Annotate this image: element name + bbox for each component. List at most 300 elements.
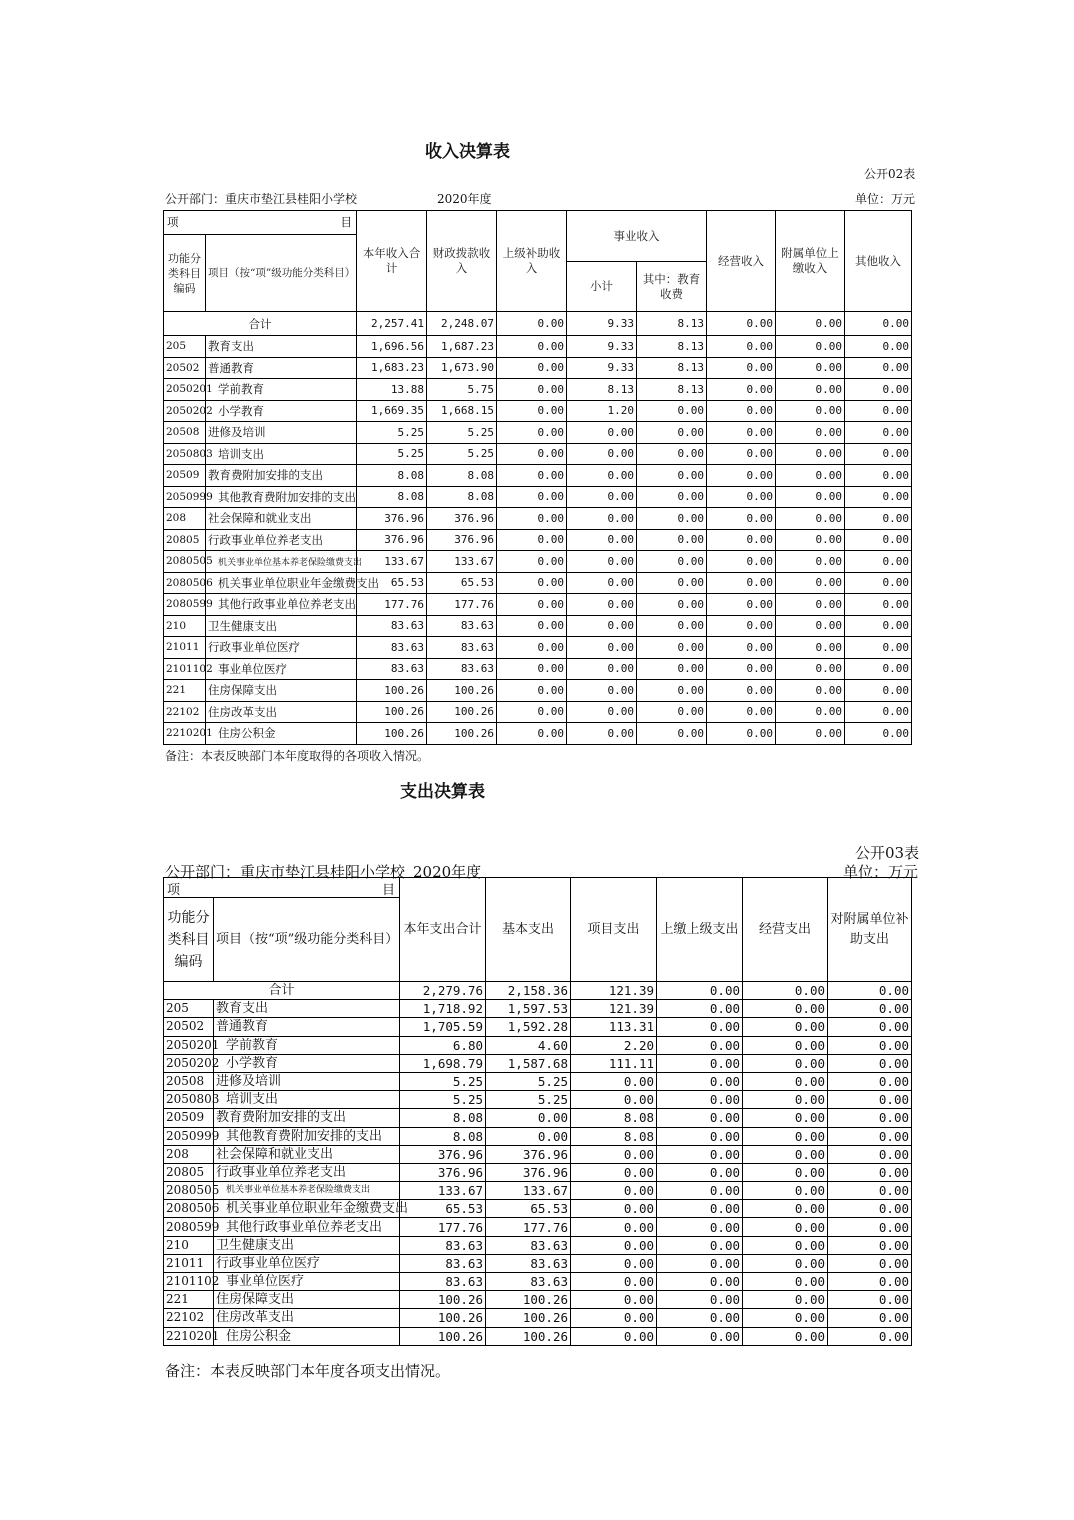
expense-row-value: 0.00: [657, 1309, 743, 1327]
expense-row-value: 0.00: [743, 1163, 828, 1181]
expense-row-value: 376.96: [486, 1163, 571, 1181]
income-row-value: 0.00: [845, 551, 912, 573]
expense-row-name: 普通教育: [214, 1018, 400, 1036]
expense-row-value: 177.76: [400, 1218, 486, 1236]
expense-row-value: 0.00: [828, 1163, 912, 1181]
expense-row-value: 0.00: [657, 1182, 743, 1200]
income-row-value: 0.00: [497, 336, 567, 358]
income-row-value: 1,696.56: [357, 336, 427, 358]
income-row-value: 65.53: [357, 572, 427, 594]
income-total-cell: 2,248.07: [427, 312, 497, 336]
expense-table-row: [164, 1145, 912, 1163]
income-row-value: 0.00: [776, 400, 845, 422]
expense-row-value: 1,587.68: [486, 1054, 571, 1072]
income-note: 备注：本表反映部门本年度取得的各项收入情况。: [165, 749, 430, 763]
income-row-code: 22102: [164, 701, 206, 723]
income-row-value: 0.00: [707, 658, 776, 680]
income-row-value: 0.00: [707, 357, 776, 379]
expense-table-row: [164, 1163, 912, 1181]
income-row-value: 5.25: [357, 443, 427, 465]
expense-dept: 公开部门：重庆市垫江县桂阳小学校: [165, 863, 406, 881]
income-row-code: 205: [164, 336, 206, 358]
income-row-name: 教育支出: [206, 336, 357, 358]
expense-row-value: 0.00: [657, 1072, 743, 1090]
expense-row-value: 113.31: [571, 1018, 657, 1036]
income-row-value: 0.00: [845, 465, 912, 487]
income-row-value: 376.96: [427, 508, 497, 530]
expense-row-value: 83.63: [400, 1236, 486, 1254]
expense-table-row: [164, 1182, 912, 1200]
income-table-row: [164, 615, 912, 637]
income-row-value: 0.00: [567, 680, 637, 702]
income-row-value: 0.00: [567, 465, 637, 487]
income-row-value: 177.76: [427, 594, 497, 616]
expense-table-row: [164, 1327, 912, 1345]
expense-row-name: 学前教育: [214, 1036, 400, 1054]
income-row-value: 0.00: [637, 615, 707, 637]
income-row-value: 0.00: [497, 379, 567, 401]
expense-header-basic: 基本支出: [486, 878, 571, 982]
income-row-name: 机关事业单位基本养老保险缴费支出: [206, 551, 357, 573]
expense-row-value: 0.00: [828, 1291, 912, 1309]
expense-row-code: 2050999: [164, 1127, 214, 1145]
income-row-value: 83.63: [357, 658, 427, 680]
income-row-value: 0.00: [845, 572, 912, 594]
expense-total-cell: 0.00: [657, 982, 743, 1000]
income-total-cell: 2,257.41: [357, 312, 427, 336]
expense-row-value: 0.00: [486, 1127, 571, 1145]
income-table-row: [164, 486, 912, 508]
expense-row-value: 0.00: [657, 1109, 743, 1127]
income-row-value: 0.00: [497, 723, 567, 745]
income-row-value: 0.00: [637, 422, 707, 444]
income-row-value: 0.00: [497, 572, 567, 594]
expense-header-remit: 上缴上级支出: [657, 878, 743, 982]
income-row-value: 0.00: [776, 594, 845, 616]
income-row-value: 0.00: [497, 465, 567, 487]
expense-table-row: [164, 1018, 912, 1036]
income-row-value: 1.20: [567, 400, 637, 422]
income-row-value: 0.00: [637, 443, 707, 465]
expense-row-name: 小学教育: [214, 1054, 400, 1072]
income-row-code: 2080599: [164, 594, 206, 616]
expense-table-row: [164, 1254, 912, 1272]
income-row-value: 0.00: [637, 658, 707, 680]
income-row-value: 0.00: [567, 551, 637, 573]
income-row-value: 0.00: [707, 379, 776, 401]
income-table-row: [164, 400, 912, 422]
expense-row-code: 2050201: [164, 1036, 214, 1054]
expense-row-value: 0.00: [657, 1127, 743, 1145]
expense-row-value: 0.00: [743, 1273, 828, 1291]
income-total-cell: 0.00: [497, 312, 567, 336]
expense-row-value: 1,592.28: [486, 1018, 571, 1036]
expense-row-value: 0.00: [571, 1309, 657, 1327]
expense-unit: 单位：万元: [843, 863, 919, 881]
income-row-value: 0.00: [567, 701, 637, 723]
income-row-value: 0.00: [845, 680, 912, 702]
income-row-value: 0.00: [707, 615, 776, 637]
income-row-value: 0.00: [776, 336, 845, 358]
expense-note: 备注：本表反映部门本年度各项支出情况。: [165, 1362, 451, 1380]
expense-row-value: 65.53: [486, 1200, 571, 1218]
income-row-code: 210: [164, 615, 206, 637]
expense-row-value: 83.63: [400, 1254, 486, 1272]
income-row-value: 0.00: [567, 658, 637, 680]
expense-row-value: 0.00: [743, 1072, 828, 1090]
income-form-no: 公开02表: [864, 167, 916, 181]
income-total-cell: 0.00: [776, 312, 845, 336]
expense-row-code: 20502: [164, 1018, 214, 1036]
expense-total-label: 合计: [164, 982, 400, 1000]
income-row-value: 0.00: [845, 443, 912, 465]
income-row-value: 0.00: [497, 680, 567, 702]
income-row-value: 0.00: [707, 529, 776, 551]
income-row-value: 0.00: [497, 443, 567, 465]
expense-total-cell: 0.00: [828, 982, 912, 1000]
income-header-mu: 目: [340, 215, 352, 229]
income-row-value: 0.00: [707, 701, 776, 723]
expense-row-name: 住房公积金: [214, 1327, 400, 1345]
income-row-value: 5.25: [427, 422, 497, 444]
income-row-value: 13.88: [357, 379, 427, 401]
income-row-value: 0.00: [845, 379, 912, 401]
income-row-value: 0.00: [845, 486, 912, 508]
income-row-code: 20509: [164, 465, 206, 487]
income-row-value: 0.00: [637, 486, 707, 508]
expense-row-value: 0.00: [743, 1000, 828, 1018]
expense-row-value: 0.00: [828, 1218, 912, 1236]
expense-row-value: 0.00: [657, 1145, 743, 1163]
income-row-value: 133.67: [357, 551, 427, 573]
expense-row-value: 100.26: [400, 1327, 486, 1345]
income-table-row: [164, 572, 912, 594]
expense-row-value: 0.00: [571, 1254, 657, 1272]
income-row-value: 9.33: [567, 336, 637, 358]
expense-row-value: 376.96: [486, 1145, 571, 1163]
expense-total-cell: 121.39: [571, 982, 657, 1000]
expense-row-value: 0.00: [657, 1236, 743, 1254]
expense-header-item: [164, 878, 400, 898]
income-row-value: 1,668.15: [427, 400, 497, 422]
expense-row-code: 208: [164, 1145, 214, 1163]
income-row-code: 20508: [164, 422, 206, 444]
income-row-value: 376.96: [357, 508, 427, 530]
expense-row-value: 8.08: [400, 1127, 486, 1145]
income-row-value: 0.00: [497, 658, 567, 680]
expense-row-value: 177.76: [486, 1218, 571, 1236]
expense-title: 支出决算表: [400, 782, 485, 802]
expense-row-value: 5.25: [400, 1072, 486, 1090]
income-row-name: 卫生健康支出: [206, 615, 357, 637]
expense-row-value: 376.96: [400, 1145, 486, 1163]
expense-header-subsidy: 对附属单位补助支出: [828, 878, 912, 982]
income-total-label: 合计: [164, 312, 357, 336]
expense-row-value: 5.25: [400, 1091, 486, 1109]
expense-row-name: 机关事业单位职业年金缴费支出: [214, 1200, 400, 1218]
income-row-value: 0.00: [567, 637, 637, 659]
expense-row-code: 2050202: [164, 1054, 214, 1072]
income-header-code: 功能分类科目编码: [164, 235, 206, 312]
expense-row-value: 100.26: [400, 1309, 486, 1327]
income-row-value: 0.00: [707, 551, 776, 573]
expense-row-value: 0.00: [743, 1018, 828, 1036]
income-table-row: [164, 594, 912, 616]
income-row-value: 0.00: [776, 422, 845, 444]
income-row-value: 0.00: [637, 400, 707, 422]
income-table-body: [164, 336, 912, 745]
income-row-value: 8.08: [357, 486, 427, 508]
income-row-value: 9.33: [567, 357, 637, 379]
expense-row-value: 111.11: [571, 1054, 657, 1072]
expense-row-code: 22102: [164, 1309, 214, 1327]
income-row-value: 0.00: [497, 637, 567, 659]
income-row-value: 0.00: [707, 400, 776, 422]
income-row-value: 0.00: [497, 508, 567, 530]
income-row-name: 行政事业单位养老支出: [206, 529, 357, 551]
income-row-value: 0.00: [845, 637, 912, 659]
income-row-value: 0.00: [567, 508, 637, 530]
income-row-value: 1,673.90: [427, 357, 497, 379]
income-row-value: 376.96: [357, 529, 427, 551]
income-row-code: 20502: [164, 357, 206, 379]
expense-header-name: 项目（按“项”级功能分类科目）: [214, 898, 400, 982]
income-row-code: 2101102: [164, 658, 206, 680]
income-row-value: 0.00: [497, 594, 567, 616]
expense-table-body: [164, 1000, 912, 1346]
expense-row-value: 0.00: [743, 1254, 828, 1272]
income-row-code: 20805: [164, 529, 206, 551]
expense-row-name: 事业单位医疗: [214, 1273, 400, 1291]
income-table-row: [164, 357, 912, 379]
expense-row-value: 0.00: [657, 1327, 743, 1345]
income-header-affiliate: 附属单位上缴收入: [776, 211, 845, 312]
income-row-value: 8.13: [637, 357, 707, 379]
income-row-value: 0.00: [776, 572, 845, 594]
income-row-value: 100.26: [427, 701, 497, 723]
income-row-value: 1,669.35: [357, 400, 427, 422]
income-row-value: 0.00: [497, 422, 567, 444]
income-row-code: 2050202: [164, 400, 206, 422]
expense-row-value: 0.00: [657, 1254, 743, 1272]
income-row-value: 133.67: [427, 551, 497, 573]
expense-row-value: 0.00: [828, 1145, 912, 1163]
expense-row-value: 0.00: [743, 1200, 828, 1218]
expense-row-value: 1,597.53: [486, 1000, 571, 1018]
income-row-value: 100.26: [357, 680, 427, 702]
income-row-value: 0.00: [707, 723, 776, 745]
expense-header-code: 功能分类科目编码: [164, 898, 214, 982]
expense-header-operating: 经营支出: [743, 878, 828, 982]
income-row-name: 住房保障支出: [206, 680, 357, 702]
expense-row-value: 0.00: [828, 1236, 912, 1254]
expense-row-value: 0.00: [828, 1182, 912, 1200]
income-row-value: 0.00: [776, 529, 845, 551]
income-row-name: 普通教育: [206, 357, 357, 379]
expense-row-value: 0.00: [657, 1291, 743, 1309]
income-row-value: 0.00: [497, 551, 567, 573]
income-total-cell: 9.33: [567, 312, 637, 336]
income-table-row: [164, 551, 912, 573]
expense-row-value: 0.00: [828, 1036, 912, 1054]
expense-row-value: 0.00: [743, 1036, 828, 1054]
income-row-value: 0.00: [845, 701, 912, 723]
income-header-superior: 上级补助收入: [497, 211, 567, 312]
income-row-value: 0.00: [637, 465, 707, 487]
income-table-row: [164, 637, 912, 659]
expense-row-value: 0.00: [571, 1273, 657, 1291]
income-row-value: 0.00: [497, 486, 567, 508]
expense-row-value: 0.00: [828, 1091, 912, 1109]
income-row-value: 0.00: [497, 701, 567, 723]
income-row-name: 进修及培训: [206, 422, 357, 444]
income-row-value: 0.00: [497, 400, 567, 422]
expense-row-value: 0.00: [743, 1054, 828, 1072]
expense-row-value: 0.00: [828, 1054, 912, 1072]
income-row-value: 0.00: [776, 357, 845, 379]
income-row-value: 0.00: [845, 336, 912, 358]
expense-table-row: [164, 1200, 912, 1218]
expense-header-xiang: 项: [167, 883, 181, 898]
expense-row-value: 1,718.92: [400, 1000, 486, 1018]
expense-row-name: 其他行政事业单位养老支出: [214, 1218, 400, 1236]
income-row-value: 8.08: [427, 486, 497, 508]
income-row-code: 221: [164, 680, 206, 702]
expense-row-name: 住房保障支出: [214, 1291, 400, 1309]
expense-header-total: 本年支出合计: [400, 878, 486, 982]
expense-row-value: 0.00: [743, 1327, 828, 1345]
income-row-value: 5.25: [357, 422, 427, 444]
income-row-name: 住房改革支出: [206, 701, 357, 723]
income-row-value: 0.00: [776, 701, 845, 723]
expense-row-value: 83.63: [486, 1254, 571, 1272]
income-header-total: 本年收入合计: [357, 211, 427, 312]
expense-row-value: 121.39: [571, 1000, 657, 1018]
expense-row-value: 83.63: [486, 1236, 571, 1254]
income-year: 2020年度: [437, 192, 492, 206]
income-row-value: 0.00: [567, 594, 637, 616]
expense-row-name: 进修及培训: [214, 1072, 400, 1090]
income-table-row: [164, 422, 912, 444]
expense-row-name: 行政事业单位养老支出: [214, 1163, 400, 1181]
income-title: 收入决算表: [425, 142, 510, 162]
income-table-row: [164, 701, 912, 723]
expense-row-value: 0.00: [828, 1127, 912, 1145]
expense-table-row: [164, 1072, 912, 1090]
income-row-name: 行政事业单位医疗: [206, 637, 357, 659]
income-row-value: 0.00: [845, 658, 912, 680]
income-row-value: 65.53: [427, 572, 497, 594]
income-row-value: 8.13: [637, 336, 707, 358]
expense-table-row: [164, 1109, 912, 1127]
expense-total-cell: 2,279.76: [400, 982, 486, 1000]
income-row-value: 0.00: [567, 443, 637, 465]
income-row-value: 1,683.23: [357, 357, 427, 379]
expense-row-value: 0.00: [657, 1091, 743, 1109]
income-row-value: 376.96: [427, 529, 497, 551]
income-header-item: [164, 211, 357, 235]
income-row-name: 培训支出: [206, 443, 357, 465]
income-total-cell: 8.13: [637, 312, 707, 336]
income-row-value: 0.00: [707, 422, 776, 444]
income-header-operating: 经营收入: [707, 211, 776, 312]
income-row-name: 社会保障和就业支出: [206, 508, 357, 530]
income-row-value: 0.00: [707, 336, 776, 358]
income-row-value: 0.00: [707, 572, 776, 594]
income-row-name: 小学教育: [206, 400, 357, 422]
income-row-name: 教育费附加安排的支出: [206, 465, 357, 487]
expense-row-name: 社会保障和就业支出: [214, 1145, 400, 1163]
income-row-value: 100.26: [357, 701, 427, 723]
income-row-name: 事业单位医疗: [206, 658, 357, 680]
income-row-value: 0.00: [776, 680, 845, 702]
income-row-value: 83.63: [357, 637, 427, 659]
expense-row-value: 133.67: [486, 1182, 571, 1200]
income-row-value: 0.00: [707, 594, 776, 616]
expense-row-value: 100.26: [486, 1327, 571, 1345]
expense-table: [163, 877, 912, 1346]
income-row-value: 0.00: [845, 723, 912, 745]
expense-row-name: 培训支出: [214, 1091, 400, 1109]
expense-row-value: 0.00: [743, 1109, 828, 1127]
income-row-value: 0.00: [845, 357, 912, 379]
income-header-other: 其他收入: [845, 211, 912, 312]
income-table-row: [164, 465, 912, 487]
income-row-code: 208: [164, 508, 206, 530]
income-row-code: 2210201: [164, 723, 206, 745]
income-header-edu-fee: 其中：教育收费: [637, 262, 707, 312]
expense-row-code: 2080506: [164, 1200, 214, 1218]
expense-row-value: 0.00: [657, 1054, 743, 1072]
income-row-value: 0.00: [707, 637, 776, 659]
expense-row-code: 2080505: [164, 1182, 214, 1200]
expense-row-code: 21011: [164, 1254, 214, 1272]
income-row-value: 177.76: [357, 594, 427, 616]
income-row-value: 0.00: [707, 680, 776, 702]
income-table-row: [164, 443, 912, 465]
income-row-value: 8.08: [427, 465, 497, 487]
income-row-value: 0.00: [637, 637, 707, 659]
expense-row-value: 0.00: [486, 1109, 571, 1127]
income-header-business: 事业收入: [567, 211, 707, 262]
income-row-value: 0.00: [845, 400, 912, 422]
income-row-value: 0.00: [776, 637, 845, 659]
income-row-value: 83.63: [427, 615, 497, 637]
expense-row-value: 100.26: [486, 1309, 571, 1327]
income-row-name: 其他行政事业单位养老支出: [206, 594, 357, 616]
income-row-value: 0.00: [776, 379, 845, 401]
income-row-code: 21011: [164, 637, 206, 659]
expense-row-value: 0.00: [571, 1327, 657, 1345]
expense-table-row: [164, 1291, 912, 1309]
expense-row-value: 6.80: [400, 1036, 486, 1054]
expense-total-cell: 2,158.36: [486, 982, 571, 1000]
expense-row-value: 0.00: [828, 1254, 912, 1272]
income-row-name: 机关事业单位职业年金缴费支出: [206, 572, 357, 594]
expense-row-value: 83.63: [400, 1273, 486, 1291]
income-row-name: 住房公积金: [206, 723, 357, 745]
income-row-value: 83.63: [427, 658, 497, 680]
income-row-code: 2050201: [164, 379, 206, 401]
income-row-value: 0.00: [567, 486, 637, 508]
income-table-row: [164, 336, 912, 358]
expense-row-value: 1,698.79: [400, 1054, 486, 1072]
income-row-value: 0.00: [567, 422, 637, 444]
expense-row-name: 住房改革支出: [214, 1309, 400, 1327]
income-row-value: 0.00: [776, 615, 845, 637]
income-total-cell: 0.00: [845, 312, 912, 336]
expense-row-value: 0.00: [828, 1109, 912, 1127]
